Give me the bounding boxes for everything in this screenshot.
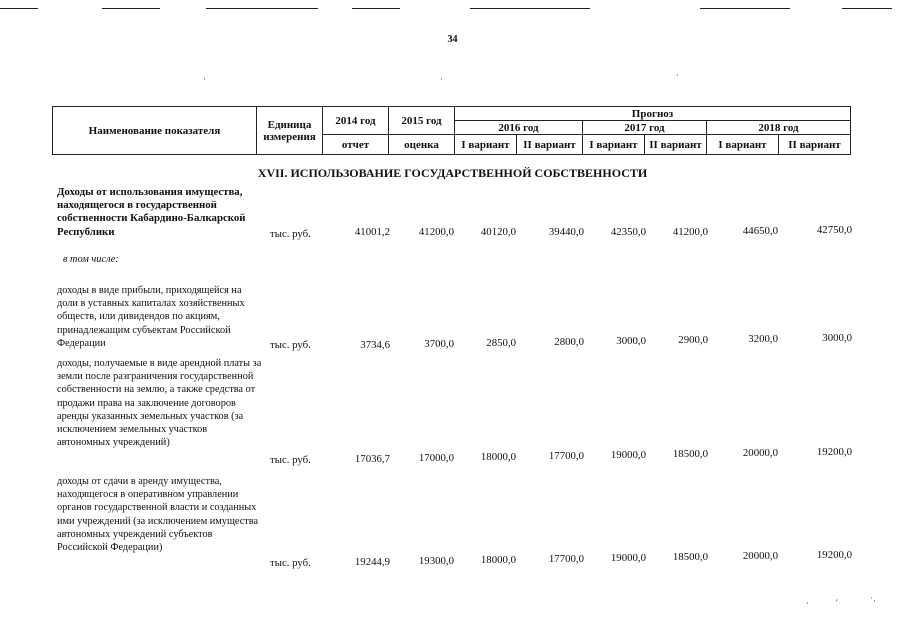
row-value: 3000,0 [822,332,852,344]
top-rule [0,8,38,9]
page-number: 34 [447,34,458,45]
row-value: 44650,0 [742,225,778,237]
row-value: 17700,0 [548,553,584,565]
row-value: 41200,0 [672,226,708,238]
row-label: доходы, получаемые в виде арендной платы за земли после разграничения государственной собственности на землю, а также средства от продажи права на заключение договоров аренды указанных земельных участков (за исключением земельных участков автономных учреждений) [57,358,262,449]
row-value: 19200,0 [816,549,852,561]
top-rule [842,8,892,9]
header-2018-v1: I вариант [707,135,779,155]
row-value: 19000,0 [610,449,646,461]
header-2018: 2018 год [707,121,851,135]
scan-speck: ˙· [870,596,876,606]
header-forecast: Прогноз [455,107,851,121]
header-2017: 2017 год [583,121,707,135]
top-rule [470,8,590,9]
row-value: 39440,0 [548,226,584,238]
row-value: 20000,0 [742,447,778,459]
scan-speck: · [806,598,809,608]
row-value: 18500,0 [672,448,708,460]
row-label: доходы от сдачи в аренду имущества, находящегося в оперативном управлении органов государственной власти и созданных ими учреждений (за исключением имущества автономных учреждений субъектов Российской Федерации) [57,476,259,554]
row-value: 3000,0 [616,335,646,347]
row-value: 3734,6 [360,339,390,351]
row-value: 17036,7 [354,453,390,465]
header-2015: 2015 год [389,107,455,135]
row-value: 18000,0 [480,451,516,463]
row-value: 2800,0 [554,336,584,348]
header-2017-v1: I вариант [583,135,645,155]
row-value: 42350,0 [610,226,646,238]
row-value: 41001,2 [354,226,390,238]
row-value: 40120,0 [480,226,516,238]
scan-speck: · [676,70,679,80]
header-2016-v2: II вариант [517,135,583,155]
header-2018-v2: II вариант [779,135,851,155]
row-unit: тыс. руб. [270,228,311,240]
row-unit: тыс. руб. [270,339,311,351]
row-value: 20000,0 [742,550,778,562]
row-value: 3700,0 [424,338,454,350]
header-estimate: оценка [389,135,455,155]
section-title: XVII. ИСПОЛЬЗОВАНИЕ ГОСУДАРСТВЕННОЙ СОБСТВЕННОСТИ [257,166,648,180]
top-rule [700,8,790,9]
top-rule [206,8,318,9]
row-value: 18000,0 [480,554,516,566]
top-rule [352,8,400,9]
row-label: доходы в виде прибыли, приходящейся на доли в уставных капиталах хозяйственных обществ, или дивидендов по акциям, принадлежащим субъектам Российской Федерации [57,285,245,349]
row-value: 19200,0 [816,446,852,458]
row-value: 2850,0 [486,337,516,349]
header-name: Наименование показателя [53,107,257,155]
scan-speck: · [440,74,443,84]
row-value: 17700,0 [548,450,584,462]
row-value: 19000,0 [610,552,646,564]
header-unit: Единица измерения [257,107,323,155]
row-label: Доходы от использования имущества, находящегося в государственной собственности Кабардино-Балкарской Республики [57,186,246,238]
row-unit: тыс. руб. [270,557,311,569]
header-2014: 2014 год [323,107,389,135]
row-value: 41200,0 [418,226,454,238]
row-value: 18500,0 [672,551,708,563]
row-value: 17000,0 [418,452,454,464]
scan-speck: ′ [836,598,838,608]
header-2016: 2016 год [455,121,583,135]
scan-speck: · [203,74,206,84]
table-header [52,106,851,155]
row-unit: тыс. руб. [270,454,311,466]
header-report: отчет [323,135,389,155]
row-value: 19244,9 [354,556,390,568]
top-rule [102,8,160,9]
row-value: 2900,0 [678,334,708,346]
row-value: 42750,0 [816,224,852,236]
row-value: 3200,0 [748,333,778,345]
header-2017-v2: II вариант [645,135,707,155]
header-2016-v1: I вариант [455,135,517,155]
row-label: в том числе: [63,254,119,265]
row-value: 19300,0 [418,555,454,567]
